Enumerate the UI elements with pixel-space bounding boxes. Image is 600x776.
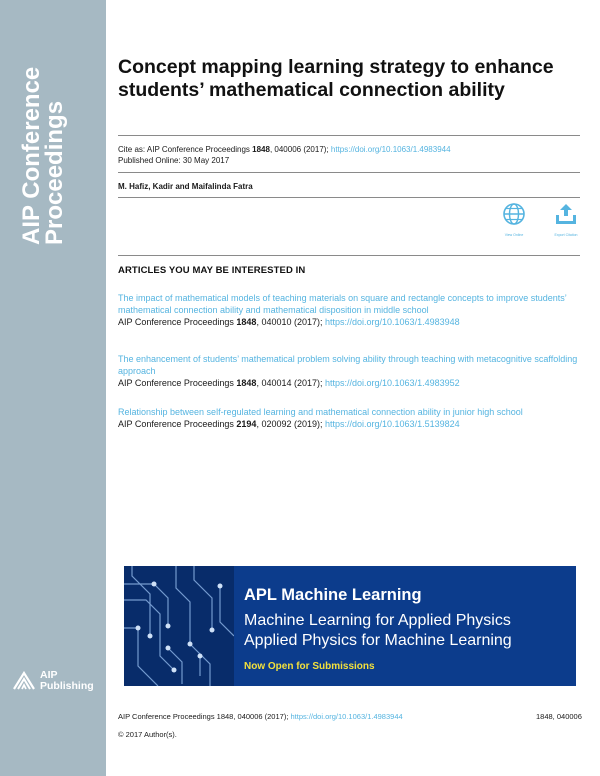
- ad-tagline-2: Applied Physics for Machine Learning: [244, 632, 512, 649]
- title-divider: [118, 135, 580, 136]
- export-citation-label: Export Citation: [554, 233, 578, 237]
- journal-name-line1: AIP Conference: [18, 66, 45, 245]
- journal-name-line2: Proceedings: [41, 100, 68, 245]
- footer-copyright: © 2017 Author(s).: [118, 730, 177, 739]
- related-article-journal: AIP Conference Proceedings: [118, 378, 237, 388]
- cite-volume: 1848: [252, 145, 270, 154]
- doi-link[interactable]: https://doi.org/10.1063/1.4983944: [330, 145, 451, 154]
- view-online-button[interactable]: [494, 202, 534, 237]
- related-article-doi[interactable]: https://doi.org/10.1063/1.5139824: [325, 419, 460, 429]
- related-article-rest: , 040010 (2017);: [256, 317, 325, 327]
- export-citation-button[interactable]: [546, 202, 586, 237]
- authors-divider: [118, 197, 580, 198]
- aip-logo-icon: [12, 671, 36, 691]
- related-article-volume: 2194: [236, 419, 257, 429]
- tools-divider: [118, 255, 580, 256]
- related-article-volume: 1848: [236, 378, 257, 388]
- footer-doi-link[interactable]: https://doi.org/10.1063/1.4983944: [290, 712, 403, 721]
- circuit-board-graphic: [124, 566, 234, 686]
- footer-page-id: 1848, 040006: [536, 712, 582, 721]
- export-icon: [553, 202, 579, 226]
- related-articles-heading: ARTICLES YOU MAY BE INTERESTED IN: [118, 265, 306, 276]
- related-article-journal: AIP Conference Proceedings: [118, 419, 237, 429]
- related-article-doi[interactable]: https://doi.org/10.1063/1.4983952: [325, 378, 460, 388]
- ad-title: APL Machine Learning: [244, 586, 422, 604]
- ad-call-to-action[interactable]: Now Open for Submissions: [244, 661, 375, 672]
- related-article: [118, 353, 588, 389]
- meta-divider: [118, 172, 580, 173]
- apl-machine-learning-ad[interactable]: [124, 566, 576, 686]
- view-online-label: View Online: [504, 233, 524, 237]
- paper-title: Concept mapping learning strategy to enhance students’ mathematical connection ability: [118, 56, 554, 101]
- published-date: Published Online: 30 May 2017: [118, 156, 230, 165]
- publisher-line1: AIP: [40, 669, 58, 681]
- related-article-rest: , 040014 (2017);: [256, 378, 325, 388]
- ad-tagline-1: Machine Learning for Applied Physics: [244, 612, 511, 629]
- related-article: [118, 406, 588, 430]
- cite-label: Cite as:: [118, 145, 147, 154]
- journal-name: [20, 67, 66, 245]
- related-article-journal: AIP Conference Proceedings: [118, 317, 237, 327]
- cite-journal: AIP Conference Proceedings: [146, 145, 253, 154]
- journal-sidebar: [0, 0, 106, 776]
- footer-citation: [118, 712, 403, 722]
- related-article: [118, 292, 588, 328]
- related-article-doi[interactable]: https://doi.org/10.1063/1.4983948: [325, 317, 460, 327]
- related-article-volume: 1848: [236, 317, 257, 327]
- author-list: M. Hafiz, Kadir and Maifalinda Fatra: [118, 182, 253, 191]
- footer-cite: AIP Conference Proceedings 1848, 040006 (2017);: [118, 712, 291, 721]
- citation-line: [118, 145, 451, 155]
- related-article-title[interactable]: Relationship between self-regulated learning and mathematical connection ability in junior high school: [118, 407, 523, 417]
- related-article-title[interactable]: The enhancement of students’ mathematical problem solving ability through teaching with metacognitive scaffolding approach: [118, 354, 578, 376]
- related-article-rest: , 020092 (2019);: [256, 419, 325, 429]
- globe-icon: [502, 202, 526, 226]
- aip-logo-text: [40, 670, 94, 692]
- related-article-citation: [118, 377, 588, 389]
- related-article-title[interactable]: The impact of mathematical models of teaching materials on square and rectangle concepts to improve students’ mathematical connection ability and mathematical disposition in middle school: [118, 293, 567, 315]
- related-article-citation: [118, 418, 588, 430]
- aip-publishing-logo[interactable]: [12, 670, 94, 692]
- publisher-line2: Publishing: [40, 680, 94, 692]
- related-article-citation: [118, 316, 588, 328]
- cite-rest: , 040006 (2017);: [269, 145, 331, 154]
